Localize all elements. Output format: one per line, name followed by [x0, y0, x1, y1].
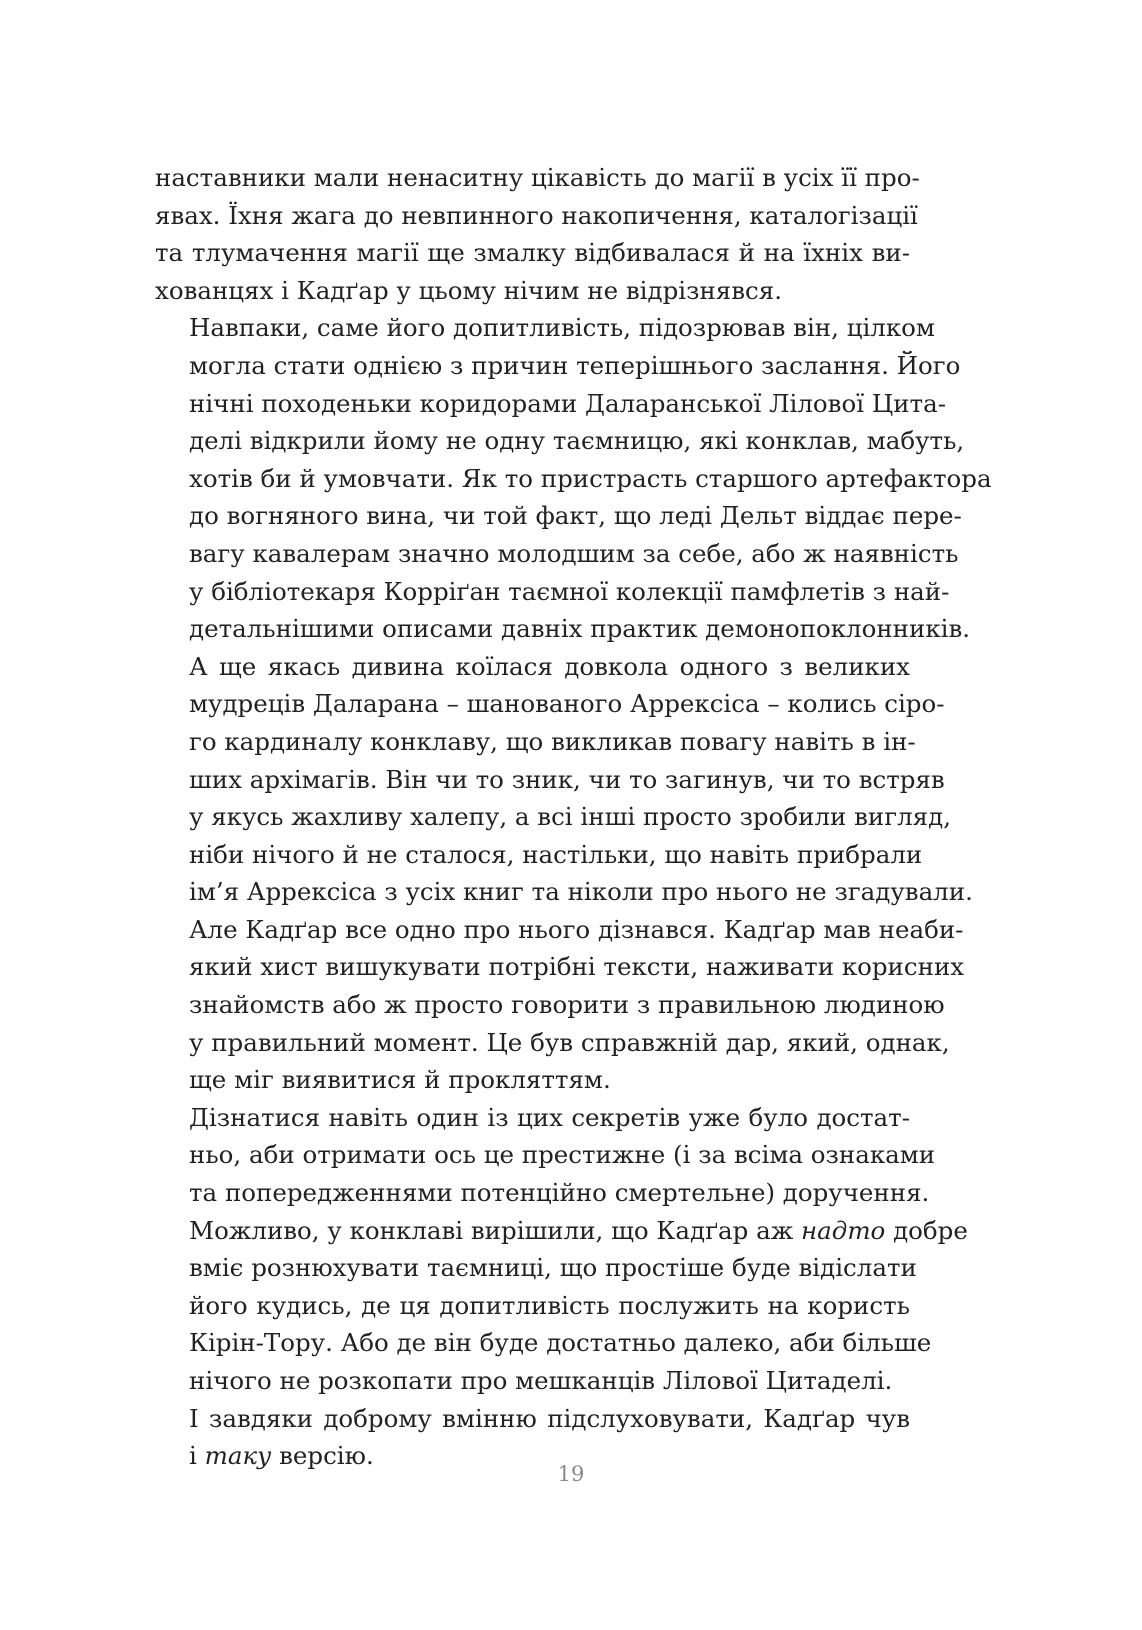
- text-line: нічого не розкопати про мешканців Лілової Цитаделі.: [189, 1366, 893, 1395]
- text-line: вміє рознюхувати таємниці, що простіше буде відіслати: [189, 1253, 917, 1283]
- text-line: мудреців Даларана – шанованого Аррексіса – колись сіро-: [189, 689, 945, 719]
- text-segment: версію.: [271, 1441, 374, 1471]
- text-line: детальнішими описами давніх практик демонопоклонників.: [189, 614, 971, 644]
- text-line: до вогняного вина, чи той факт, що леді Дельт віддає пере-: [189, 501, 962, 531]
- emphasized-word: надто: [801, 1215, 886, 1245]
- text-line: та тлумачення магії ще змалку відбивалася й на їхніх ви-: [155, 238, 910, 268]
- text-line: хотів би й умовчати. Як то пристрасть старшого артефактора: [189, 463, 992, 493]
- text-line: його кудись, де ця допитливість послужить на користь: [189, 1290, 910, 1320]
- text-line: наставники мали ненаситну цікавість до магії в усіх її про-: [155, 163, 920, 192]
- page-number: 19: [557, 1462, 585, 1486]
- text-line: ніби нічого й не сталося, настільки, що навіть прибрали: [189, 839, 923, 869]
- text-line: го кардиналу конклаву, що викликав повагу навіть в ін-: [189, 726, 916, 756]
- text-line: нічні походеньки коридорами Даларанської Лілової Цита-: [189, 388, 946, 418]
- text-line: І завдяки доброму вмінню підслуховувати, Кадґар чув: [189, 1403, 910, 1433]
- text-line: у якусь жахливу халепу, а всі інші просто зробили вигляд,: [189, 802, 951, 832]
- text-line: А ще якась дивина коїлася довкола одного з великих: [189, 651, 910, 681]
- text-line: Навпаки, саме його допитливість, підозрював він, цілком: [189, 313, 935, 343]
- text-line: Кірін-Тору. Або де він буде достатньо далеко, аби більше: [189, 1328, 932, 1358]
- text-line-with-emphasis: [155, 1212, 968, 1250]
- text-segment: Можливо, у конклаві вирішили, що Кадґар аж: [189, 1215, 802, 1245]
- paragraph-1: [155, 159, 920, 309]
- body-text: [155, 159, 992, 1475]
- text-line: ще міг виявитися й прокляттям.: [189, 1065, 611, 1095]
- text-line: та попередженнями потенційно смертельне) доручення.: [189, 1178, 930, 1208]
- text-line: ших архімагів. Він чи то зник, чи то загинув, чи то встряв: [189, 764, 945, 794]
- emphasized-word: таку: [204, 1441, 272, 1471]
- text-line: ньо, аби отримати ось це престижне (і за всіма ознаками: [189, 1140, 936, 1170]
- text-line: хованцях і Кадґар у цьому нічим не відрізнявся.: [155, 275, 783, 305]
- text-line: у правильний момент. Це був справжній дар, який, однак,: [189, 1027, 950, 1057]
- text-segment: добре: [885, 1215, 968, 1245]
- text-line: Але Кадґар все одно про нього дізнався. Кадґар мав неаби-: [189, 914, 964, 944]
- text-line: Дізнатися навіть один із цих секретів уже було достат-: [189, 1102, 910, 1132]
- text-segment: і: [189, 1441, 205, 1471]
- text-line: вагу кавалерам значно молодшим за себе, або ж наявність: [189, 538, 959, 568]
- text-line: явах. Їхня жага до невпинного накопичення, каталогізації: [155, 200, 918, 230]
- paragraph-2: [155, 309, 992, 647]
- text-line: ім’я Аррексіса з усіх книг та ніколи про нього не згадували.: [189, 877, 973, 907]
- text-line: у бібліотекаря Корріґан таємної колекції памфлетів з най-: [189, 576, 950, 606]
- text-line: який хист вишукувати потрібні тексти, наживати корисних: [189, 952, 965, 982]
- paragraph-3: [155, 648, 973, 1099]
- text-line: могла стати однією з причин теперішнього заслання. Його: [189, 350, 961, 380]
- paragraph-4: [155, 1099, 968, 1400]
- text-line: делі відкрили йому не одну таємницю, які конклав, мабуть,: [189, 426, 965, 456]
- text-line: знайомств або ж просто говорити з правильною людиною: [189, 990, 945, 1020]
